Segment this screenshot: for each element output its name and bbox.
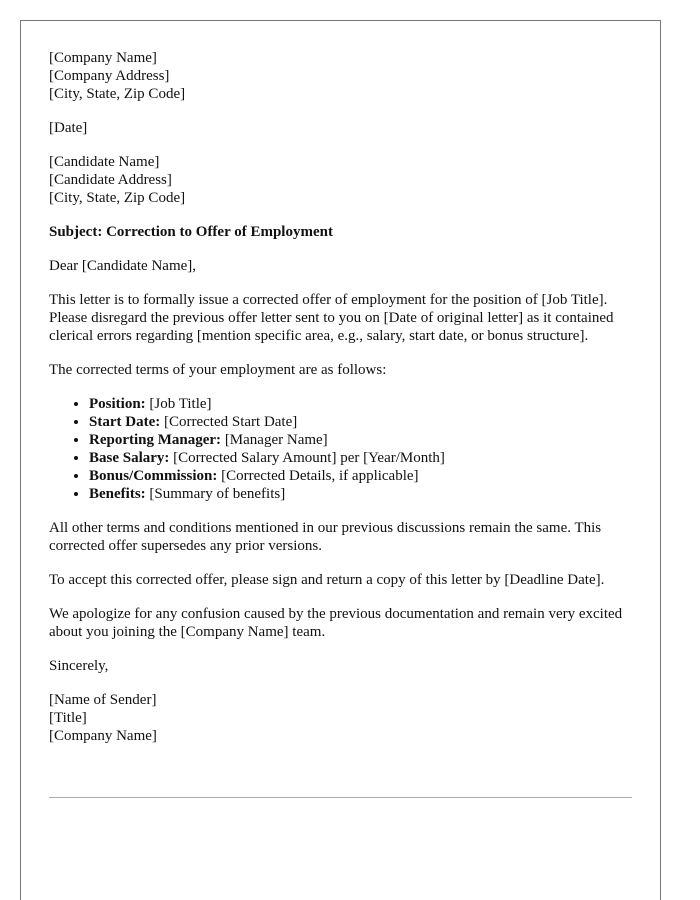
term-value: [Corrected Start Date] [160, 414, 298, 430]
list-item [89, 467, 632, 485]
sender-company-address: [Company Address] [49, 68, 170, 84]
sender-address-block [49, 49, 632, 103]
intro-paragraph: This letter is to formally issue a corrected offer of employment for the position of [Job Title]. Please disregard the previous offer letter sent to you on [Date of original letter] as it contained clerical errors regarding [mention specific area, e.g., salary, start date, or bonus structure]. [49, 292, 614, 344]
sender-company-name: [Company Name] [49, 50, 157, 66]
term-value: [Manager Name] [221, 432, 328, 448]
apology-paragraph: We apologize for any confusion caused by the previous documentation and remain very excited about you joining the [Company Name] team. [49, 606, 623, 640]
list-item [89, 413, 632, 431]
recipient-address: [Candidate Address] [49, 172, 172, 188]
salutation: Dear [Candidate Name], [49, 258, 197, 274]
term-value: [Corrected Details, if applicable] [217, 468, 419, 484]
list-item [89, 395, 632, 413]
term-value: [Job Title] [145, 396, 212, 412]
signature-company: [Company Name] [49, 728, 157, 744]
footer-divider [49, 797, 632, 798]
signature-name: [Name of Sender] [49, 692, 157, 708]
recipient-name: [Candidate Name] [49, 154, 160, 170]
other-terms-paragraph: All other terms and conditions mentioned in our previous discussions remain the same. This corrected offer supersedes any prior versions. [49, 520, 602, 554]
term-label: Benefits: [89, 486, 146, 502]
term-label: Bonus/Commission: [89, 468, 218, 484]
signature-title: [Title] [49, 710, 87, 726]
sender-city-state-zip: [City, State, Zip Code] [49, 86, 186, 102]
term-value: [Corrected Salary Amount] per [Year/Month] [169, 450, 445, 466]
term-label: Position: [89, 396, 146, 412]
recipient-address-block [49, 153, 632, 207]
list-item [89, 449, 632, 467]
term-label: Start Date: [89, 414, 161, 430]
terms-intro-paragraph: The corrected terms of your employment are as follows: [49, 362, 387, 378]
term-value: [Summary of benefits] [145, 486, 286, 502]
list-item [89, 431, 632, 449]
terms-list [49, 395, 632, 503]
list-item [89, 485, 632, 503]
letter-page [20, 20, 661, 900]
term-label: Base Salary: [89, 450, 170, 466]
closing: Sincerely, [49, 658, 109, 674]
recipient-city-state-zip: [City, State, Zip Code] [49, 190, 186, 206]
signature-block [49, 691, 632, 745]
acceptance-paragraph: To accept this corrected offer, please sign and return a copy of this letter by [Deadline Date]. [49, 572, 605, 588]
subject-line: Subject: Correction to Offer of Employment [49, 224, 333, 240]
term-label: Reporting Manager: [89, 432, 222, 448]
letter-date: [Date] [49, 120, 88, 136]
